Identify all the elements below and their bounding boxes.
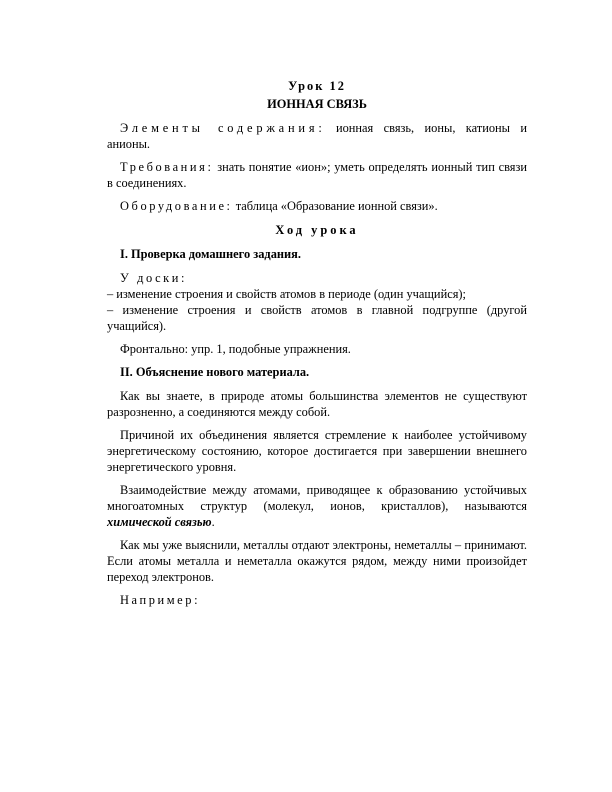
equipment-text: таблица «Образование ионной связи». <box>232 199 438 213</box>
board-item-1: – изменение строения и свойств атомов в периоде (один учащийся); <box>107 287 466 301</box>
section2-heading: II. Объяснение нового материала. <box>120 365 310 379</box>
para3-end: . <box>211 515 215 529</box>
section2-paragraph-1: Как вы знаете, в природе атомы большинства элементов не существуют разрозненно, а соединяются между собой. <box>107 389 527 419</box>
section2-paragraph-4: Как мы уже выяснили, металлы отдают электроны, неметаллы – принимают. Если атомы металла и неметалла окажутся рядом, между ними произойдет переход электронов. <box>107 538 527 584</box>
content-elements-label: Элементы содержания: <box>120 121 326 135</box>
course-heading: Ход урока <box>275 223 359 237</box>
equipment-label: Оборудование: <box>120 199 233 213</box>
board-label <box>107 270 527 286</box>
requirements-paragraph <box>107 159 527 191</box>
section2-paragraph-3 <box>107 482 527 530</box>
para3-start: Взаимодействие между атомами, приводящее к образованию устойчивых многоатомных структур (молекул, ионов, кристаллов), называются <box>107 483 527 513</box>
example-paragraph <box>107 592 527 608</box>
content-elements-paragraph <box>107 120 527 152</box>
document-page <box>107 78 527 615</box>
requirements-text: знать понятие «ион»; уметь определять ионный тип связи в соединениях. <box>107 160 527 190</box>
section1-heading: I. Проверка домашнего задания. <box>120 247 301 261</box>
lesson-topic: ИОННАЯ СВЯЗЬ <box>267 97 367 111</box>
requirements-label: Требования: <box>120 160 214 174</box>
example-label: Например: <box>120 593 201 607</box>
chemical-bond-term: химической связью <box>107 515 212 529</box>
lesson-number: Урок 12 <box>288 79 346 93</box>
board-item-2: – изменение строения и свойств атомов в главной подгруппе (другой учащийся). <box>107 303 527 333</box>
board-label-text: У доски: <box>120 271 188 285</box>
section2-paragraph-2: Причиной их объединения является стремление к наиболее устойчивому энергетическому состоянию, которое достигается при завершении внешнего энергетического уровня. <box>107 428 527 474</box>
content-elements-text: ионная связь, ионы, катионы и анионы. <box>107 121 527 151</box>
frontal-paragraph: Фронтально: упр. 1, подобные упражнения. <box>120 342 351 356</box>
equipment-paragraph <box>107 198 527 214</box>
